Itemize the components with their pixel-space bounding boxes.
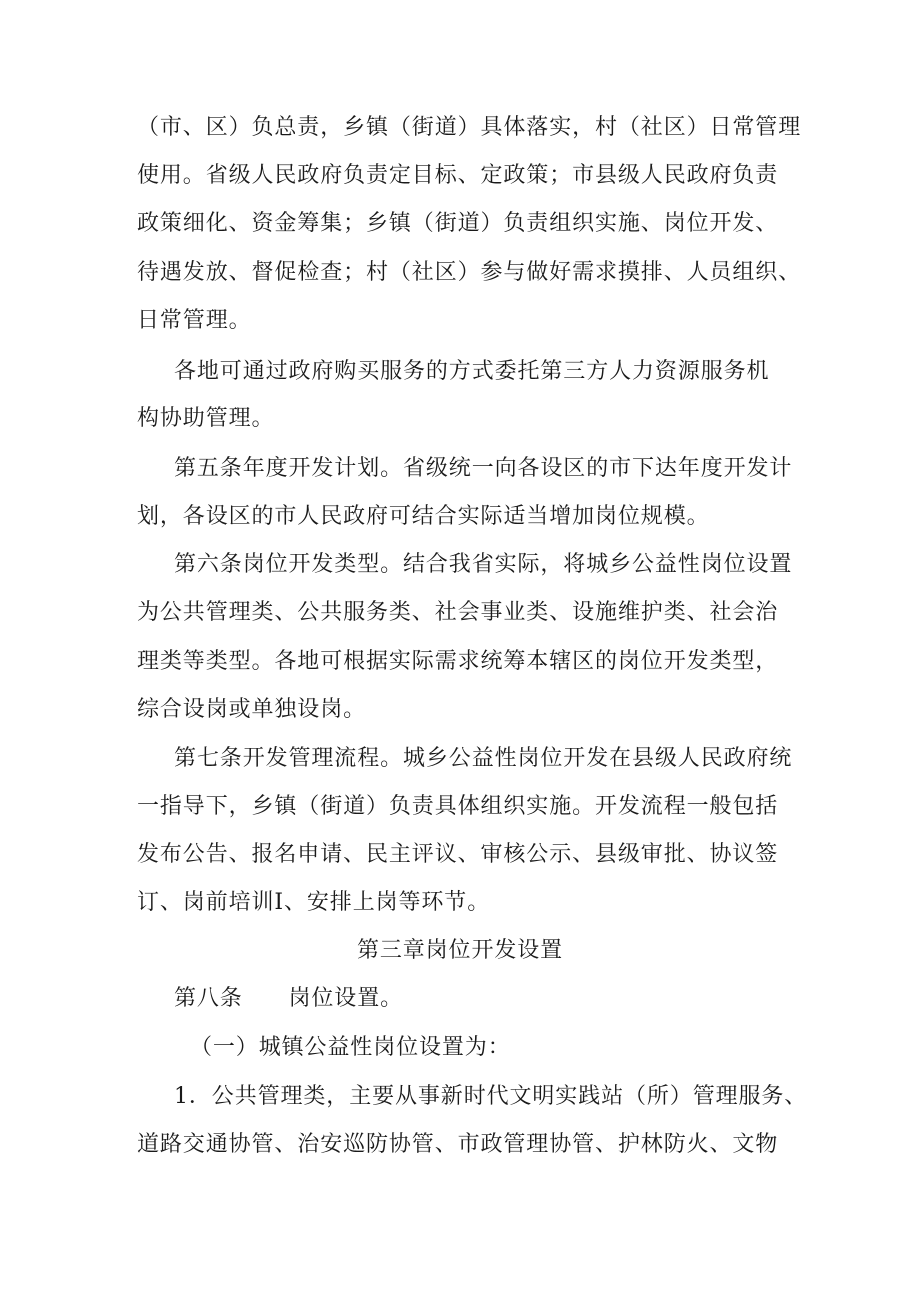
text-line: 综合设岗或单独设岗。 (137, 697, 367, 722)
chapter-heading: 第三章岗位开发设置 (356, 938, 564, 963)
article-5-first-line: 第五条年度开发计划。省级统一向各设区的市下达年度开发计 (174, 456, 793, 481)
article-7-first-line: 第七条开发管理流程。城乡公益性岗位开发在县级人民政府统 (174, 746, 793, 771)
text-line: 构协助管理。 (137, 406, 275, 431)
text-line: 政策细化、资金筹集；乡镇（街道）负责组织实施、岗位开发、 (137, 211, 779, 236)
text-line: 为公共管理类、公共服务类、社会事业类、设施维护类、社会治 (137, 600, 779, 625)
text-line: 订、岗前培训I、安排上岗等环节。 (137, 890, 491, 915)
article-8-heading: 第八条 岗位设置。 (174, 986, 404, 1011)
text-line: 理类等类型。各地可根据实际需求统筹本辖区的岗位开发类型， (137, 649, 779, 674)
text-line: 发布公告、报名申请、民主评议、审核公示、县级审批、协议签 (137, 842, 779, 867)
article-6-first-line: 第六条岗位开发类型。结合我省实际，将城乡公益性岗位设置 (174, 552, 793, 577)
subsection-heading: （一）城镇公益性岗位设置为： (190, 1035, 511, 1060)
text-line: 使用。省级人民政府负责定目标、定政策；市县级人民政府负责 (137, 163, 779, 188)
paragraph-first-line: 各地可通过政府购买服务的方式委托第三方人力资源服务机 (174, 359, 770, 384)
list-item-first-line: 1．公共管理类，主要从事新时代文明实践站（所）管理服务、 (174, 1084, 808, 1109)
text-line: （市、区）负总责，乡镇（街道）具体落实，村（社区）日常管理 (137, 115, 802, 140)
text-line: 待遇发放、督促检查；村（社区）参与做好需求摸排、人员组织、 (137, 260, 802, 285)
text-line: 道路交通协管、治安巡防协管、市政管理协管、护林防火、文物 (137, 1132, 779, 1157)
text-line: 日常管理。 (137, 308, 252, 333)
text-line: 一指导下，乡镇（街道）负责具体组织实施。开发流程一般包括 (137, 794, 779, 819)
text-line: 划，各设区的市人民政府可结合实际适当增加岗位规模。 (137, 504, 710, 529)
